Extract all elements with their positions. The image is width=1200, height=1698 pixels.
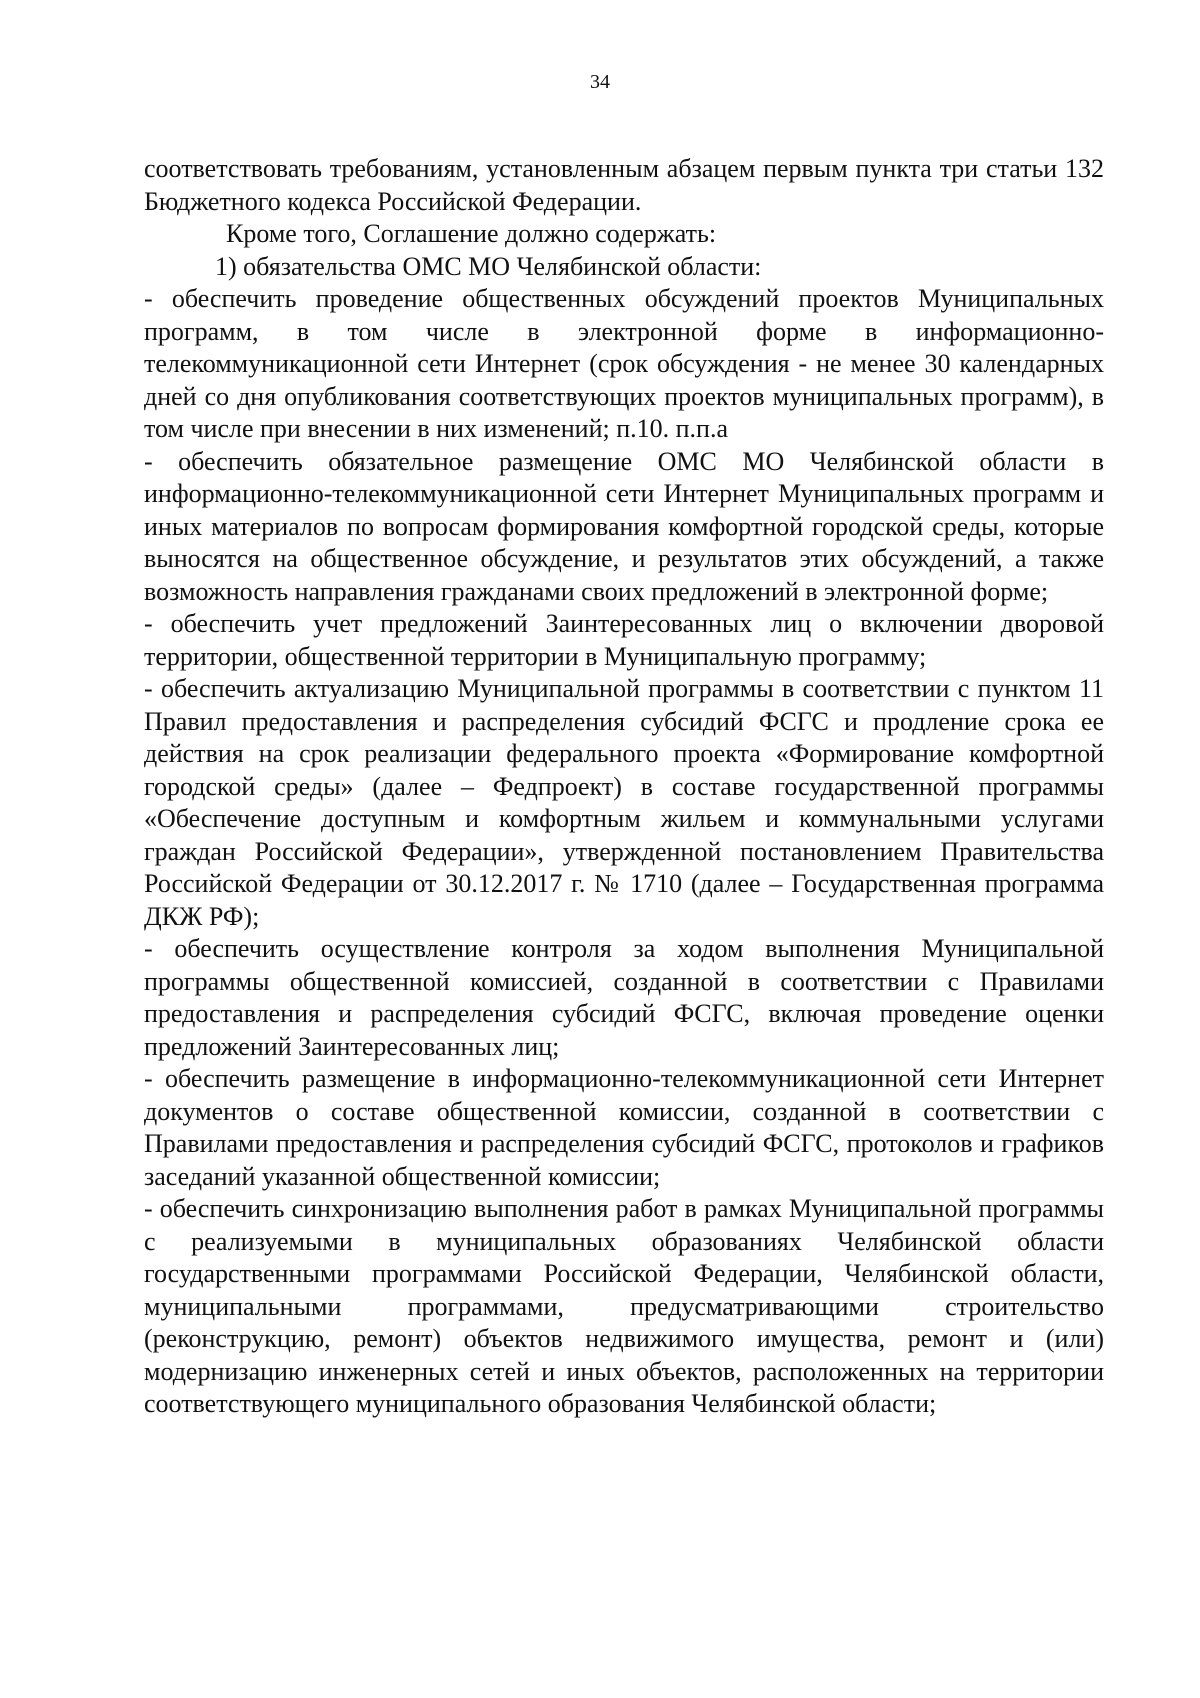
paragraph-1: соответствовать требованиям, установленным абзацем первым пункта три статьи 132 Бюджетного кодекса Российской Федерации. — [144, 154, 1104, 216]
paragraph-4: - обеспечить проведение общественных обсуждений проектов Муниципальных программ, в том числе в электронной форме в информационно-телекоммуникационной сети Интернет (срок обсуждения - не менее 30 календарных дней со дня опубликования соответствующих проектов муниципальных программ), в том числе при внесении в них изменений; п.10. п.п.а — [144, 284, 1104, 443]
paragraph-2: Кроме того, Соглашение должно содержать: — [226, 219, 717, 248]
paragraph-6: - обеспечить учет предложений Заинтересованных лиц о включении дворовой территории, общественной территории в Муниципальную программу; — [144, 609, 1104, 671]
paragraph-3: 1) обязательства ОМС МО Челябинской области: — [215, 251, 762, 281]
document-body — [144, 153, 1104, 1421]
page-number: 34 — [590, 71, 610, 93]
paragraph-5: - обеспечить обязательное размещение ОМС МО Челябинской области в информационно-телекоммуникационной сети Интернет Муниципальных программ и иных материалов по вопросам формирования комфортной городской среды, которые выносятся на общественное обсуждение, и результатов этих обсуждений, а также возможность направления гражданами своих предложений в электронной форме; — [144, 446, 1104, 606]
paragraph-7: - обеспечить актуализацию Муниципальной программы в соответствии с пунктом 11 Правил предоставления и распределения субсидий ФСГС и продление срока ее действия на срок реализации федерального проекта «Формирование комфортной городской среды» (далее – Федпроект) в составе государственной программы «Обеспечение доступным и комфортным жильем и коммунальными услугами граждан Российской Федерации», утвержденной постановлением Правительства Российской Федерации от 30.12.2017 г. № 1710 (далее – Государственная программа ДКЖ РФ); — [144, 674, 1104, 931]
paragraph-10: - обеспечить синхронизацию выполнения работ в рамках Муниципальной программы с реализуемыми в муниципальных образованиях Челябинской области государственными программами Российской Федерации, Челябинской области, муниципальными программами, предусматривающими строительство (реконструкцию, ремонт) объектов недвижимого имущества, ремонт и (или) модернизацию инженерных сетей и иных объектов, расположенных на территории соответствующего муниципального образования Челябинской области; — [144, 1194, 1104, 1418]
paragraph-9: - обеспечить размещение в информационно-телекоммуникационной сети Интернет документов о составе общественной комиссии, созданной в соответствии с Правилами предоставления и распределения субсидий ФСГС, протоколов и графиков заседаний указанной общественной комиссии; — [144, 1064, 1104, 1191]
paragraph-8: - обеспечить осуществление контроля за ходом выполнения Муниципальной программы общественной комиссией, созданной в соответствии с Правилами предоставления и распределения субсидий ФСГС, включая проведение оценки предложений Заинтересованных лиц; — [144, 934, 1104, 1061]
